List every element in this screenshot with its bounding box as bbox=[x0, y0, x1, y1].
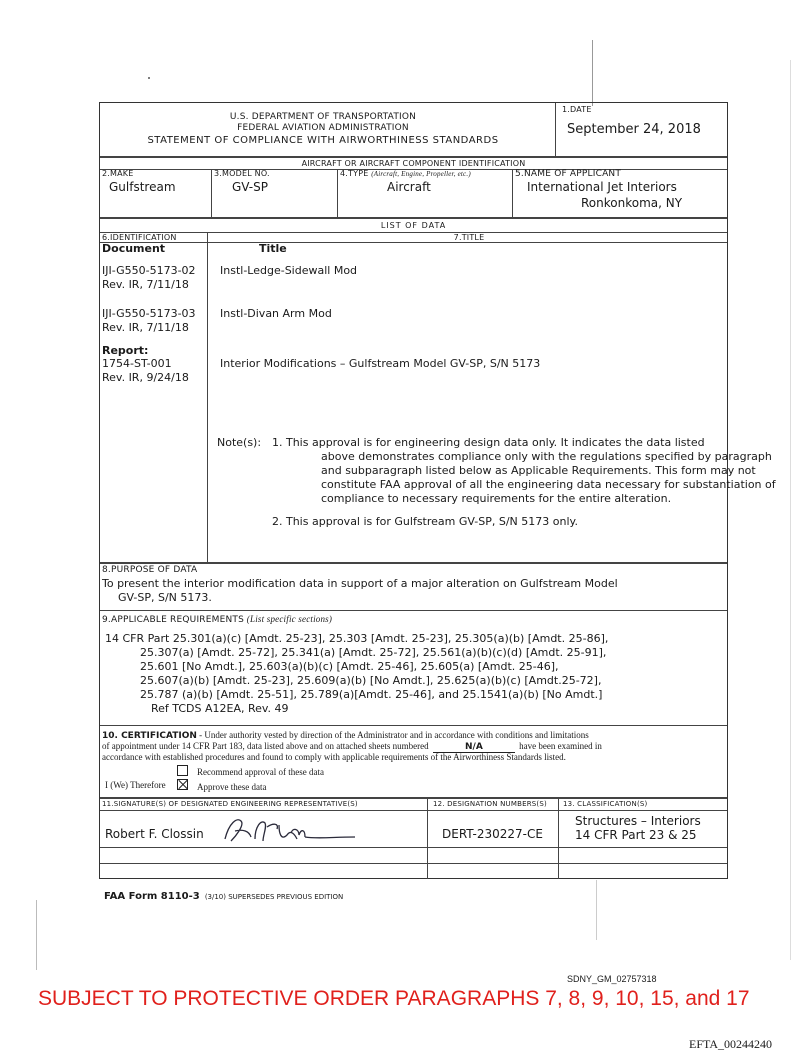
designation-number: DERT-230227-CE bbox=[442, 827, 543, 841]
designation-label: 12. DESIGNATION NUMBERS(S) bbox=[433, 800, 547, 808]
divider bbox=[211, 169, 212, 217]
doc-id: IJI-G550-5173-03 bbox=[102, 307, 196, 320]
faa-form-8110-3 bbox=[99, 102, 776, 879]
applicant-name: International Jet Interiors bbox=[527, 180, 677, 194]
certification-text: of appointment under 14 CFR Part 183, data listed above and on attached sheets numbered bbox=[102, 741, 429, 751]
efta-number: EFTA_00244240 bbox=[689, 1037, 773, 1051]
doc-title: Instl-Divan Arm Mod bbox=[220, 307, 332, 320]
purpose-line-2: GV-SP, S/N 5173. bbox=[118, 591, 212, 604]
doc-title: Instl-Ledge-Sidewall Mod bbox=[220, 264, 358, 277]
recommend-option-label: Recommend approval of these data bbox=[197, 767, 324, 777]
list-of-data-title: LIST OF DATA bbox=[380, 221, 447, 230]
requirements-label bbox=[102, 614, 332, 625]
date-value: September 24, 2018 bbox=[567, 122, 701, 137]
note-1-line: and subparagraph listed below as Applicable Requirements. This form may not bbox=[321, 464, 756, 477]
signature-label: 11.SIGNATURE(S) OF DESIGNATED ENGINEERING REPRESENTATIVE(S) bbox=[102, 800, 358, 808]
applicant-city: Ronkonkoma, NY bbox=[581, 196, 683, 210]
report-rev: Rev. IR, 9/24/18 bbox=[102, 371, 189, 384]
classification-line-1: Structures – Interiors bbox=[575, 814, 701, 828]
divider bbox=[100, 562, 727, 564]
form-title: STATEMENT OF COMPLIANCE WITH AIRWORTHINESS STANDARDS bbox=[147, 135, 499, 146]
identification-section-title: AIRCRAFT OR AIRCRAFT COMPONENT IDENTIFICATION bbox=[301, 159, 526, 168]
divider bbox=[100, 863, 727, 864]
approve-option-label: Approve these data bbox=[197, 782, 267, 792]
form-edition-note: (3/10) SUPERSEDES PREVIOUS EDITION bbox=[204, 893, 344, 901]
scan-artifact-dot bbox=[148, 77, 150, 79]
report-id: 1754-ST-001 bbox=[102, 357, 172, 370]
approve-checkbox[interactable] bbox=[177, 779, 188, 790]
scan-artifact-line bbox=[36, 900, 37, 970]
type-hint: (Aircraft, Engine, Propeller, etc.) bbox=[371, 170, 471, 178]
bates-number: SDNY_GM_02757318 bbox=[567, 974, 657, 984]
model-value: GV-SP bbox=[232, 180, 268, 194]
protective-order-notice: SUBJECT TO PROTECTIVE ORDER PARAGRAPHS 7, 8, 9, 10, 15, and 17 bbox=[38, 987, 750, 1010]
document-col-header: Document bbox=[102, 242, 166, 255]
requirement-line: 25.307(a) [Amdt. 25-72], 25.341(a) [Amdt. 25-72], 25.561(a)(b)(c)(d) [Amdt. 25-91], bbox=[140, 646, 607, 659]
note-2: 2. This approval is for Gulfstream GV-SP, S/N 5173 only. bbox=[272, 515, 578, 528]
requirement-line: 25.787 (a)(b) [Amdt. 25-51], 25.789(a)[Amdt. 25-46], and 25.1541(a)(b) [No Amdt.] bbox=[140, 688, 603, 701]
certification-label: 10. CERTIFICATION bbox=[102, 731, 197, 741]
scan-artifact-line bbox=[790, 60, 791, 960]
divider bbox=[512, 169, 513, 217]
note-1 bbox=[272, 436, 776, 506]
type-label bbox=[340, 169, 471, 178]
requirement-line: 25.607(a)(b) [Amdt. 25-23], 25.609(a)(b) [No Amdt.], 25.625(a)(b)(c) [Amdt.25-72], bbox=[140, 674, 602, 687]
representative-name: Robert F. Clossin bbox=[105, 827, 204, 841]
type-value: Aircraft bbox=[387, 180, 431, 194]
model-label: 3.MODEL NO. bbox=[214, 169, 270, 178]
divider bbox=[207, 232, 208, 562]
handwritten-signature bbox=[221, 813, 361, 847]
date-label: 1.DATE bbox=[562, 105, 592, 114]
purpose-label: 8.PURPOSE OF DATA bbox=[102, 565, 198, 575]
form-number bbox=[104, 884, 343, 903]
divider bbox=[555, 103, 556, 156]
requirement-line: Ref TCDS A12EA, Rev. 49 bbox=[151, 702, 289, 715]
divider bbox=[100, 242, 727, 243]
certification-line-3: accordance with established procedures and found to comply with applicable requirements of the Airworthiness Standards listed. bbox=[102, 752, 566, 762]
requirements-hint: (List specific sections) bbox=[246, 614, 333, 624]
divider bbox=[100, 610, 727, 611]
requirement-line: 25.601 [No Amdt.], 25.603(a)(b)(c) [Amdt. 25-46], 25.605(a) [Amdt. 25-46], bbox=[140, 660, 559, 673]
divider bbox=[100, 217, 727, 219]
classification-label: 13. CLASSIFICATION(S) bbox=[563, 800, 648, 808]
divider bbox=[100, 810, 727, 811]
certification-line-1 bbox=[102, 730, 589, 741]
type-label-text: 4.TYPE bbox=[340, 169, 369, 178]
note-1-line: above demonstrates compliance only with the regulations specified by paragraph bbox=[321, 450, 772, 463]
divider bbox=[558, 797, 559, 879]
classification-line-2: 14 CFR Part 23 & 25 bbox=[575, 828, 697, 842]
certification-text: have been examined in bbox=[519, 741, 602, 751]
scan-artifact-line bbox=[592, 40, 593, 106]
applicant-label: 5.NAME OF APPLICANT bbox=[515, 169, 622, 179]
certification-text: - Under authority vested by direction of the Administrator and in accordance with conditions and limitations bbox=[199, 730, 589, 740]
divider bbox=[337, 169, 338, 217]
doc-rev: Rev. IR, 7/11/18 bbox=[102, 278, 189, 291]
form-number-text: FAA Form 8110-3 bbox=[104, 891, 200, 902]
divider bbox=[100, 797, 727, 799]
requirement-line: 14 CFR Part 25.301(a)(c) [Amdt. 25-23], 25.303 [Amdt. 25-23], 25.305(a)(b) [Amdt. 25-86], bbox=[105, 632, 609, 645]
requirements-label-text: 9.APPLICABLE REQUIREMENTS bbox=[102, 615, 245, 625]
divider bbox=[100, 156, 727, 158]
divider bbox=[427, 797, 428, 879]
header-dept: U.S. DEPARTMENT OF TRANSPORTATION bbox=[229, 112, 417, 122]
doc-id: IJI-G550-5173-02 bbox=[102, 264, 196, 277]
identification-col-label: 6.IDENTIFICATION bbox=[102, 233, 177, 242]
sheets-value: N/A bbox=[465, 742, 483, 752]
scan-artifact-line bbox=[596, 880, 597, 940]
divider bbox=[100, 725, 727, 726]
report-label: Report: bbox=[102, 344, 149, 357]
make-label: 2.MAKE bbox=[102, 169, 134, 178]
note-1-line: compliance to necessary requirements for the entire alteration. bbox=[321, 492, 672, 505]
recommend-checkbox[interactable] bbox=[177, 765, 188, 776]
note-1-line: constitute FAA approval of all the engineering data necessary for substantiation of bbox=[321, 478, 776, 491]
we-therefore-label: I (We) Therefore bbox=[105, 780, 166, 790]
report-title: Interior Modifications – Gulfstream Model GV-SP, S/N 5173 bbox=[220, 357, 541, 370]
purpose-line-1: To present the interior modification data in support of a major alteration on Gulfstream Model bbox=[102, 577, 618, 590]
make-value: Gulfstream bbox=[109, 180, 176, 194]
title-col-header: Title bbox=[259, 242, 287, 255]
divider bbox=[100, 847, 727, 848]
doc-rev: Rev. IR, 7/11/18 bbox=[102, 321, 189, 334]
notes-prefix: Note(s): bbox=[217, 436, 262, 449]
header-agency: FEDERAL AVIATION ADMINISTRATION bbox=[237, 123, 409, 133]
title-col-label: 7.TITLE bbox=[453, 233, 485, 242]
note-1-line: 1. This approval is for engineering design data only. It indicates the data listed bbox=[272, 436, 705, 449]
